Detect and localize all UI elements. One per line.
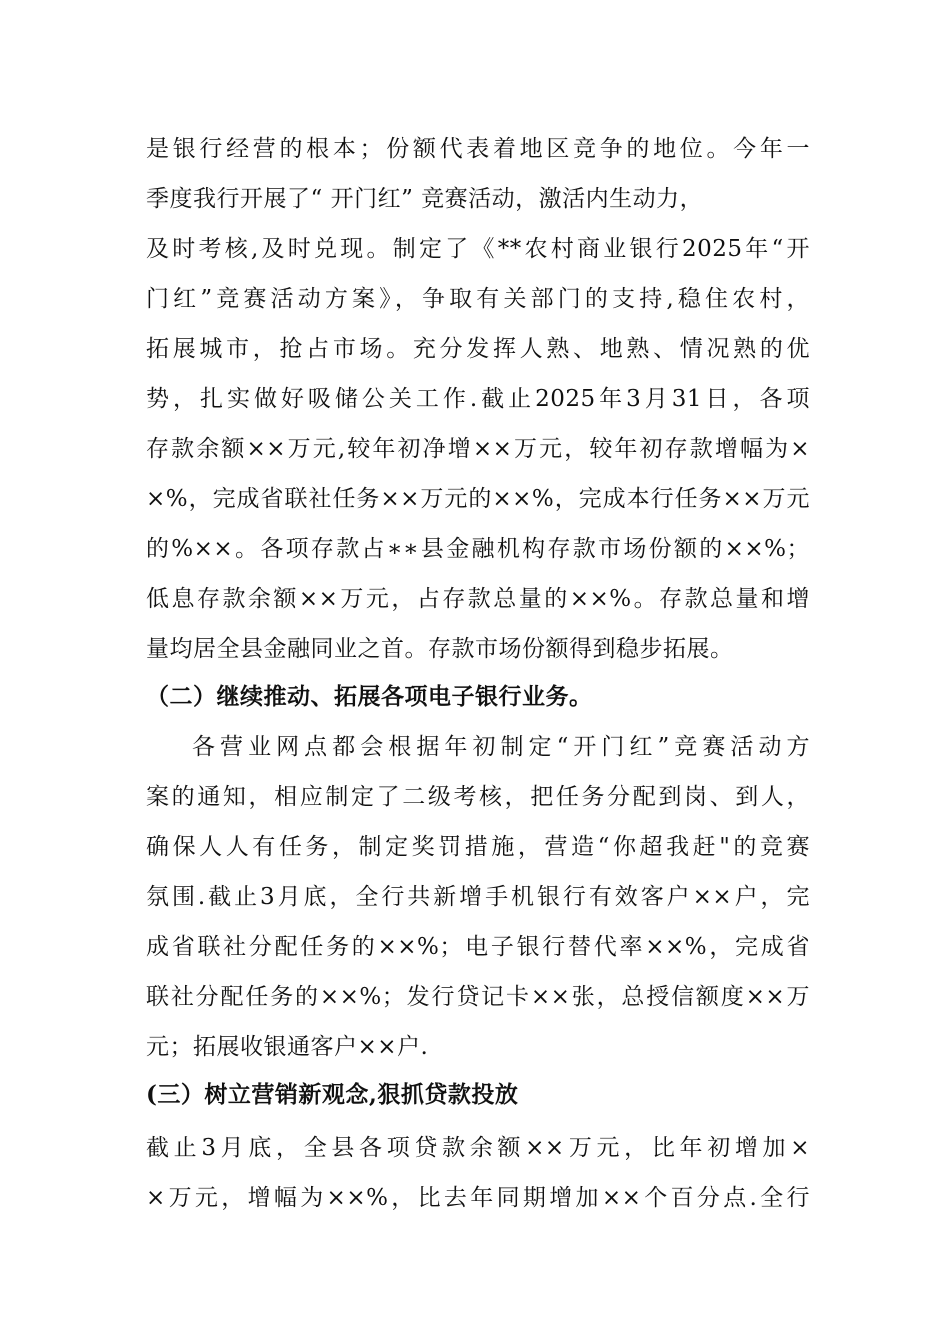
paragraph-line: 量均居全县金融同业之首。存款市场份额得到稳步拓展。 [146, 636, 734, 662]
paragraph-line: ×%，完成省联社任务××万元的××%，完成本行任务××万元 [146, 486, 810, 512]
section-heading-2: （二）继续推动、拓展各项电子银行业务。 [146, 683, 593, 710]
paragraph-line: 是银行经营的根本；份额代表着地区竞争的地位。今年一 [146, 136, 810, 162]
paragraph-line: 确保人人有任务，制定奖罚措施，营造“你超我赶"的竞赛 [146, 834, 810, 860]
paragraph-line: 成省联社分配任务的××%；电子银行替代率××%，完成省 [146, 934, 810, 960]
paragraph-line: 元；拓展收银通客户××户. [146, 1034, 429, 1060]
paragraph-line: 低息存款余额××万元，占存款总量的××%。存款总量和增 [146, 586, 810, 612]
paragraph-line: 拓展城市，抢占市场。充分发挥人熟、地熟、情况熟的优 [146, 336, 810, 362]
paragraph-line: 截止3月底，全县各项贷款余额××万元，比年初增加× [146, 1135, 810, 1161]
paragraph-line: ×万元，增幅为××%，比去年同期增加××个百分点.全行 [146, 1185, 810, 1211]
paragraph-line: 存款余额××万元,较年初净增××万元，较年初存款增幅为× [146, 436, 810, 462]
paragraph-line: 案的通知，相应制定了二级考核，把任务分配到岗、到人， [146, 784, 810, 810]
paragraph-line: 季度我行开展了“ 开门红” 竞赛活动，激活内生动力， [146, 186, 704, 212]
paragraph-line: 各营业网点都会根据年初制定“开门红”竞赛活动方 [192, 734, 810, 760]
paragraph-line: 门红”竞赛活动方案》，争取有关部门的支持,稳住农村， [146, 286, 810, 312]
section-heading-3: (三）树立营销新观念,狠抓贷款投放 [146, 1081, 519, 1108]
paragraph-line: 联社分配任务的××%；发行贷记卡××张，总授信额度××万 [146, 984, 810, 1010]
paragraph-line: 的%××。各项存款占∗∗县金融机构存款市场份额的××%； [146, 536, 810, 562]
paragraph-line: 氛围.截止3月底，全行共新增手机银行有效客户××户，完 [146, 884, 810, 910]
paragraph-line: 及时考核,及时兑现。制定了《**农村商业银行2025年“开 [146, 236, 810, 262]
paragraph-line: 势，扎实做好吸储公关工作.截止2025年3月31日，各项 [146, 386, 810, 412]
